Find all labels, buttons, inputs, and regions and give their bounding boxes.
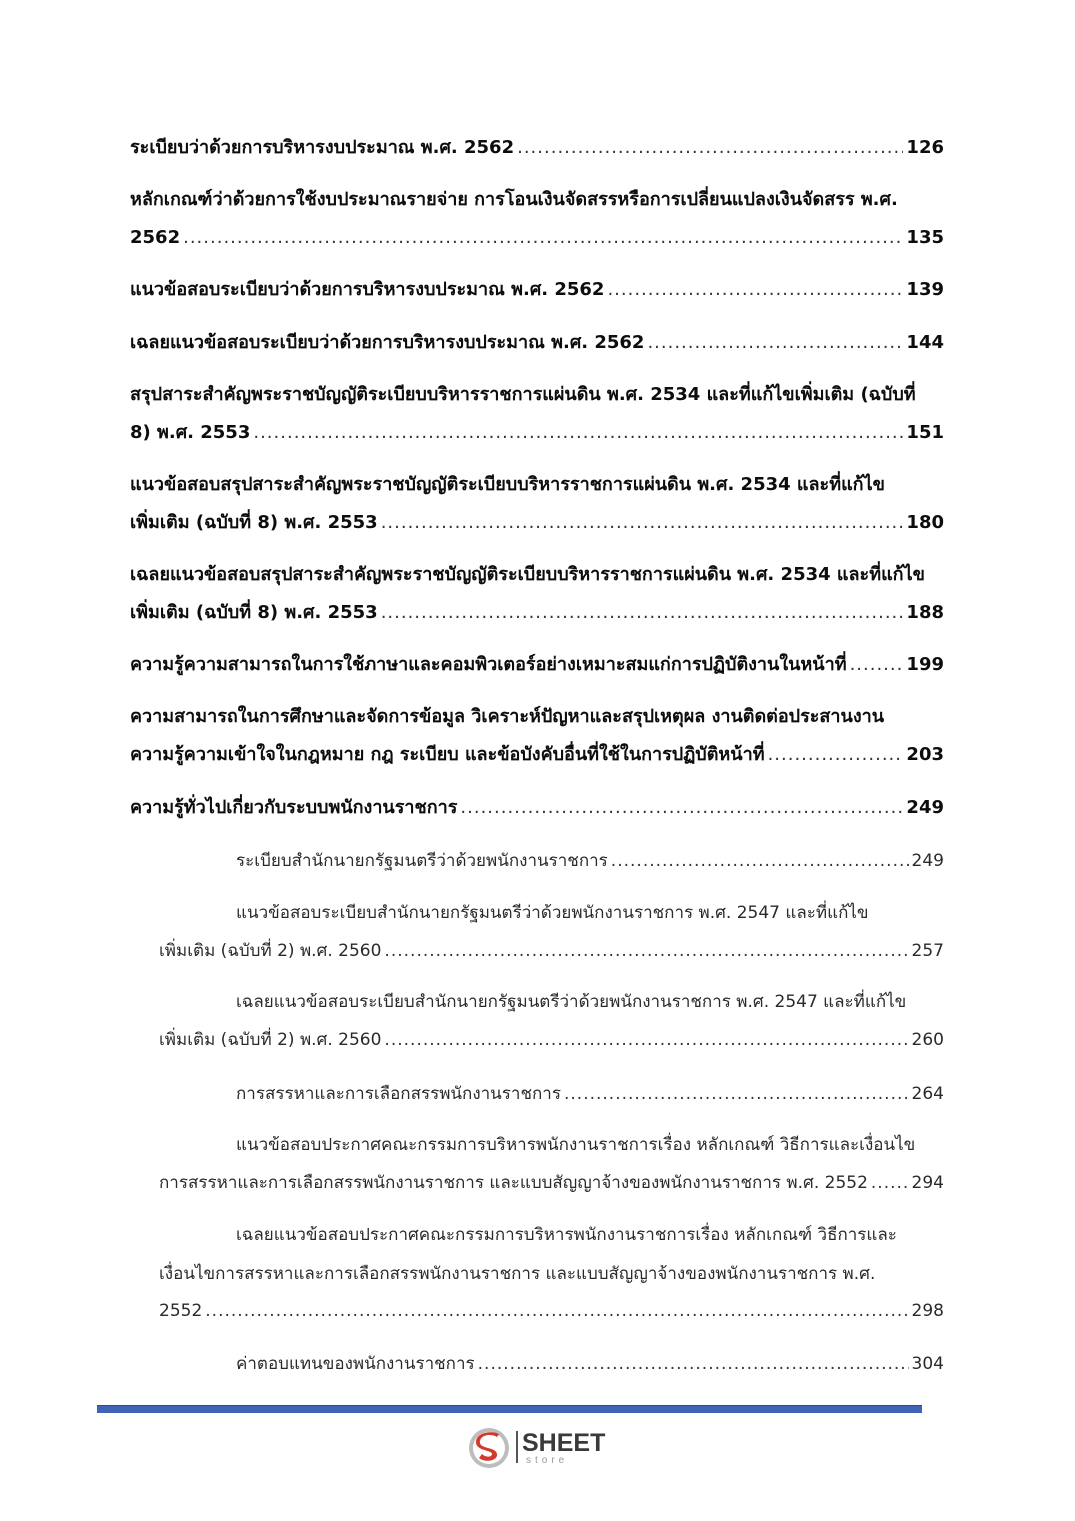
toc-page-number: 249 bbox=[906, 797, 944, 818]
toc-page-number: 294 bbox=[911, 1173, 944, 1193]
dot-leader bbox=[384, 940, 908, 962]
toc-subentry-title: ระเบียบสำนักนายกรัฐมนตรีว่าด้วยพนักงานราชการ bbox=[236, 851, 608, 871]
toc-page-number: 139 bbox=[906, 279, 944, 300]
toc-entry-title: ระเบียบว่าด้วยการบริหารงบประมาณ พ.ศ. 2562 bbox=[130, 137, 515, 158]
sheet-logo-icon bbox=[466, 1425, 512, 1471]
dot-leader bbox=[205, 1300, 908, 1322]
toc-page-number: 304 bbox=[911, 1354, 944, 1374]
toc-entry-title-line: แนวข้อสอบสรุปสาระสำคัญพระราชบัญญัติระเบียบบริหารราชการแผ่นดิน พ.ศ. 2534 และที่แก้ไข bbox=[130, 474, 885, 495]
toc-page-number: 260 bbox=[911, 1030, 944, 1050]
dot-leader bbox=[564, 1083, 909, 1105]
logo-separator bbox=[516, 1431, 518, 1463]
dot-leader bbox=[183, 227, 903, 249]
toc-subentry-title-line: เฉลยแนวข้อสอบประกาศคณะกรรมการบริหารพนักงานราชการเรื่อง หลักเกณฑ์ วิธีการและ bbox=[236, 1225, 897, 1245]
toc-page-number: 135 bbox=[906, 227, 944, 248]
toc-page-number: 203 bbox=[906, 744, 944, 765]
toc-entry-title: ความรู้ความสามารถในการใช้ภาษาและคอมพิวเตอร์อย่างเหมาะสมแก่การปฏิบัติงานในหน้าที่ bbox=[130, 654, 847, 675]
dot-leader bbox=[517, 137, 903, 159]
sheet-store-logo bbox=[466, 1425, 616, 1471]
dot-leader bbox=[607, 279, 903, 301]
toc-subentry-title: 2552 bbox=[159, 1301, 203, 1321]
logo-word: SHEET bbox=[522, 1429, 606, 1457]
toc-entry-title: ความรู้ความเข้าใจในกฎหมาย กฎ ระเบียบ และข้อบังคับอื่นที่ใช้ในการปฏิบัติหน้าที่ bbox=[130, 744, 765, 765]
toc-entry-title-line: เฉลยแนวข้อสอบสรุปสาระสำคัญพระราชบัญญัติระเบียบบริหารราชการแผ่นดิน พ.ศ. 2534 และที่แก้ไข bbox=[130, 564, 925, 585]
toc-entry-title-line: หลักเกณฑ์ว่าด้วยการใช้งบประมาณรายจ่าย การโอนเงินจัดสรรหรือการเปลี่ยนแปลงเงินจัดสรร พ.ศ. bbox=[130, 189, 898, 210]
dot-leader bbox=[381, 512, 904, 534]
toc-entry-title: 8) พ.ศ. 2553 bbox=[130, 422, 251, 443]
toc-entry-title: แนวข้อสอบระเบียบว่าด้วยการบริหารงบประมาณ พ.ศ. 2562 bbox=[130, 279, 605, 300]
dot-leader bbox=[478, 1353, 909, 1375]
toc-entry-title: 2562 bbox=[130, 227, 181, 248]
toc-entry-title: เฉลยแนวข้อสอบระเบียบว่าด้วยการบริหารงบประมาณ พ.ศ. 2562 bbox=[130, 332, 645, 353]
toc-page-number: 298 bbox=[911, 1301, 944, 1321]
toc-page-number: 151 bbox=[906, 422, 944, 443]
toc-page-number: 180 bbox=[906, 512, 944, 533]
toc-subentry-title: เพิ่มเติม (ฉบับที่ 2) พ.ศ. 2560 bbox=[159, 941, 382, 961]
toc-subentry-title: ค่าตอบแทนของพนักงานราชการ bbox=[236, 1354, 475, 1374]
footer-rule bbox=[97, 1405, 922, 1413]
toc-subentry-title-line: แนวข้อสอบระเบียบสำนักนายกรัฐมนตรีว่าด้วยพนักงานราชการ พ.ศ. 2547 และที่แก้ไข bbox=[236, 903, 869, 923]
toc-subentry-title: การสรรหาและการเลือกสรรพนักงานราชการ bbox=[236, 1084, 561, 1104]
toc-entry-title: เพิ่มเติม (ฉบับที่ 8) พ.ศ. 2553 bbox=[130, 602, 378, 623]
toc-page-number: 126 bbox=[906, 137, 944, 158]
dot-leader bbox=[647, 332, 903, 354]
dot-leader bbox=[460, 797, 903, 819]
toc-subentry-title-line: เฉลยแนวข้อสอบระเบียบสำนักนายกรัฐมนตรีว่าด้วยพนักงานราชการ พ.ศ. 2547 และที่แก้ไข bbox=[236, 992, 907, 1012]
dot-leader bbox=[768, 744, 904, 766]
toc-entry-title: ความรู้ทั่วไปเกี่ยวกับระบบพนักงานราชการ bbox=[130, 797, 458, 818]
dot-leader bbox=[871, 1172, 909, 1194]
toc-page-number: 249 bbox=[911, 851, 944, 871]
toc-page-number: 257 bbox=[911, 941, 944, 961]
toc-page-number: 264 bbox=[911, 1084, 944, 1104]
toc-subentry-title: การสรรหาและการเลือกสรรพนักงานราชการ และแบบสัญญาจ้างของพนักงานราชการ พ.ศ. 2552 bbox=[159, 1173, 868, 1193]
toc-page-number: 199 bbox=[906, 654, 944, 675]
dot-leader bbox=[611, 850, 909, 872]
logo-subtext: store bbox=[526, 1455, 569, 1466]
toc-entry-title-line: ความสามารถในการศึกษาและจัดการข้อมูล วิเคราะห์ปัญหาและสรุปเหตุผล งานติดต่อประสานงาน bbox=[130, 706, 885, 727]
toc-page-number: 144 bbox=[906, 332, 944, 353]
toc-page-number: 188 bbox=[906, 602, 944, 623]
dot-leader bbox=[384, 1029, 908, 1051]
toc-entry-title: เพิ่มเติม (ฉบับที่ 8) พ.ศ. 2553 bbox=[130, 512, 378, 533]
toc-subentry-title-line: เงื่อนไขการสรรหาและการเลือกสรรพนักงานราชการ และแบบสัญญาจ้างของพนักงานราชการ พ.ศ. bbox=[159, 1264, 876, 1284]
toc-entry-title-line: สรุปสาระสำคัญพระราชบัญญัติระเบียบบริหารราชการแผ่นดิน พ.ศ. 2534 และที่แก้ไขเพิ่มเติม (ฉบับที่ bbox=[130, 384, 916, 405]
dot-leader bbox=[850, 654, 904, 676]
toc-subentry-title-line: แนวข้อสอบประกาศคณะกรรมการบริหารพนักงานราชการเรื่อง หลักเกณฑ์ วิธีการและเงื่อนไข bbox=[236, 1135, 916, 1155]
toc-subentry-title: เพิ่มเติม (ฉบับที่ 2) พ.ศ. 2560 bbox=[159, 1030, 382, 1050]
dot-leader bbox=[381, 602, 904, 624]
dot-leader bbox=[253, 422, 903, 444]
